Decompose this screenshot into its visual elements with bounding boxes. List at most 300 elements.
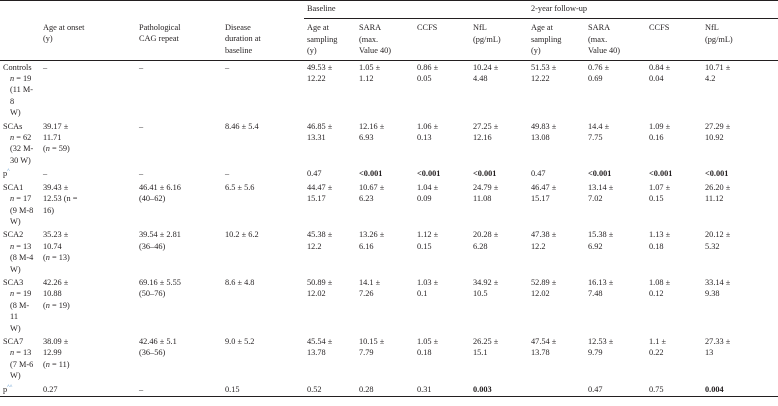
row-sublabel: n = 17 <box>10 194 32 204</box>
cell-line: 20.28 ± <box>473 230 499 240</box>
cell-duration <box>222 181 304 229</box>
cell-f-sara <box>585 181 646 229</box>
col-header-f-nfl <box>702 19 778 60</box>
cell-line: 6.28 <box>473 241 488 251</box>
cell-line: 12.22 <box>307 74 326 84</box>
cell-f-sara <box>585 276 646 335</box>
col-header-line: (pg/mL) <box>473 34 501 44</box>
cell-duration <box>222 276 304 335</box>
cell-line: (40–62) <box>139 194 166 204</box>
cell-b-nfl <box>470 276 528 335</box>
cell-line: 13 <box>705 348 714 358</box>
p-cell-f-sara <box>585 167 646 180</box>
cell-f-ccfs <box>646 120 702 168</box>
footnote-mark: ^ <box>7 168 10 175</box>
cell-line: 0.1 <box>417 289 428 299</box>
header-empty-cell <box>0 19 40 60</box>
col-header-line: Age at <box>307 23 329 33</box>
cell-line: 47.54 ± <box>531 336 557 346</box>
p-value: 0.31 <box>417 384 432 394</box>
cell-line: 1.05 ± <box>359 62 381 72</box>
cell-duration <box>222 228 304 276</box>
col-header-line: SARA <box>588 23 611 33</box>
col-header-line: (y) <box>307 46 317 56</box>
p-cell-b-sara <box>356 167 414 180</box>
col-header-line: (max. <box>588 34 608 44</box>
cell-line: 13.31 <box>307 133 326 143</box>
table-row <box>0 60 778 120</box>
col-header-line: (y) <box>43 34 53 44</box>
row-label: Controls <box>3 62 32 72</box>
col-header-f-age <box>528 19 585 60</box>
cell-line: 20.12 ± <box>705 230 731 240</box>
p-value: <0.001 <box>705 169 729 179</box>
cell-line: 51.53 ± <box>531 62 557 72</box>
p-value: 0.47 <box>531 169 546 179</box>
cell-line: 15.17 <box>531 194 550 204</box>
cell-b-nfl <box>470 228 528 276</box>
cell-line: 12.22 <box>531 74 550 84</box>
col-header-line: baseline <box>225 45 253 55</box>
cell-line: 50.89 ± <box>307 277 333 287</box>
cell-line: 1.12 <box>359 74 374 84</box>
cell-line: 9.0 ± 5.2 <box>225 336 255 346</box>
cell-line: 12.16 <box>473 133 492 143</box>
cell-b-sara <box>356 335 414 383</box>
cell-line: 13.78 <box>307 348 326 358</box>
cell-f-nfl <box>702 60 778 120</box>
cell-line: – <box>43 62 48 72</box>
p-value: 0.47 <box>307 169 322 179</box>
cell-line: 6.23 <box>359 194 374 204</box>
cell-line: 12.02 <box>307 289 326 299</box>
cell-b-age <box>304 228 356 276</box>
p-cell-cag <box>136 167 222 180</box>
col-header-line: Age at onset <box>43 22 85 32</box>
cell-line: 7.79 <box>359 348 374 358</box>
row-label: SCA1 <box>3 182 24 192</box>
cell-line: 14.4 ± <box>588 121 610 131</box>
cell-line: 24.79 ± <box>473 182 499 192</box>
col-header-line: (pg/mL) <box>705 34 733 44</box>
cell-f-sara <box>585 120 646 168</box>
cell-line: 12.2 <box>307 241 322 251</box>
cell-line: 1.09 ± <box>649 121 671 131</box>
cell-line: 27.33 ± <box>705 336 731 346</box>
cell-line: 0.09 <box>417 194 432 204</box>
table-row <box>0 120 778 168</box>
cell-line: 10.2 ± 6.2 <box>225 230 259 240</box>
cell-line: 12.2 <box>531 241 546 251</box>
cell-line: 9.38 <box>705 289 720 299</box>
cell-f-age <box>528 335 585 383</box>
cell-line: 6.92 <box>588 241 603 251</box>
cell-b-nfl <box>470 335 528 383</box>
cell-line: 10.88 <box>43 289 62 299</box>
col-header-b-sara <box>356 19 414 60</box>
cell-line: 1.05 ± <box>417 336 439 346</box>
cell-line: 42.26 ± <box>43 277 69 287</box>
cell-line: 49.83 ± <box>531 121 557 131</box>
col-header-line: Age at <box>531 23 553 33</box>
p-value: 0.003 <box>473 384 492 394</box>
cell-line: 12.99 <box>43 348 62 358</box>
p-cell-b-age <box>304 383 356 397</box>
cell-f-nfl <box>702 181 778 229</box>
cell-line: 12.16 ± <box>359 121 385 131</box>
p-value: 0.47 <box>588 384 603 394</box>
cell-line: 14.1 ± <box>359 277 381 287</box>
cell-line: 10.71 ± <box>705 62 731 72</box>
cell-f-age <box>528 181 585 229</box>
cell-line: 1.08 ± <box>649 277 671 287</box>
cell-line: 27.25 ± <box>473 121 499 131</box>
cell-f-age <box>528 60 585 120</box>
cell-line: 46.47 ± <box>531 182 557 192</box>
cell-line: 6.16 <box>359 241 374 251</box>
col-header-line: SARA <box>359 23 382 33</box>
row-sublabel: n = 13 <box>10 241 32 251</box>
cell-line: 10.92 <box>705 133 724 143</box>
cell-b-sara <box>356 120 414 168</box>
cell-b-age <box>304 181 356 229</box>
cell-line: – <box>139 62 144 72</box>
cell-f-sara <box>585 228 646 276</box>
cell-line: 0.15 <box>649 194 664 204</box>
cell-b-sara <box>356 60 414 120</box>
cell-line: 0.18 <box>649 241 664 251</box>
cell-line: 15.38 ± <box>588 230 614 240</box>
cell-line: 7.26 <box>359 289 374 299</box>
col-header-line: Disease <box>225 22 251 32</box>
cell-cag <box>136 120 222 168</box>
p-label-cell <box>0 383 40 397</box>
col-header-line: CAG repeat <box>139 34 179 44</box>
cell-line: 4.2 <box>705 74 716 84</box>
row-sublabel: (9 M-8 <box>10 205 34 215</box>
col-header-line: CCFS <box>649 23 670 33</box>
col-header-cag <box>136 19 222 60</box>
cell-b-ccfs <box>414 335 470 383</box>
cell-duration <box>222 335 304 383</box>
cell-b-sara <box>356 181 414 229</box>
cell-line: 12.53 (n = <box>43 194 78 204</box>
cell-line: – <box>225 62 230 72</box>
row-sublabel: (7 M-6 <box>10 359 34 369</box>
cell-b-ccfs <box>414 60 470 120</box>
row-label: SCA3 <box>3 277 24 287</box>
row-sublabel: W) <box>10 323 21 333</box>
col-header-b-nfl <box>470 19 528 60</box>
table-row <box>0 181 778 229</box>
cell-line: 38.09 ± <box>43 336 69 346</box>
p-cell-b-sara <box>356 383 414 397</box>
cell-line: 39.54 ± 2.81 <box>139 230 181 240</box>
cell-cag <box>136 276 222 335</box>
cell-b-nfl <box>470 181 528 229</box>
cell-f-nfl <box>702 120 778 168</box>
cell-line: 34.92 ± <box>473 277 499 287</box>
cell-line: (n = 19) <box>43 300 70 310</box>
row-sublabel: n = 13 <box>10 348 32 358</box>
column-header-row <box>0 19 778 60</box>
p-value: <0.001 <box>473 169 497 179</box>
cell-line: 47.38 ± <box>531 230 557 240</box>
row-label-cell <box>0 276 40 335</box>
cell-line: 11.12 <box>705 194 724 204</box>
cell-line: 45.38 ± <box>307 230 333 240</box>
p-label: p <box>3 384 8 394</box>
p-value-row <box>0 383 778 397</box>
cell-line: 7.48 <box>588 289 603 299</box>
row-sublabel: W) <box>10 264 21 274</box>
row-label: SCAs <box>3 121 23 131</box>
cell-line: 1.06 ± <box>417 121 439 131</box>
row-sublabel: (8 M-4 <box>10 253 34 263</box>
cell-b-nfl <box>470 120 528 168</box>
cell-line: 8.46 ± 5.4 <box>225 121 259 131</box>
cell-line: 0.22 <box>649 348 664 358</box>
cell-line: 16.13 ± <box>588 277 614 287</box>
cell-line: 9.79 <box>588 348 603 358</box>
p-value: 0.52 <box>307 384 322 394</box>
cell-line: 26.20 ± <box>705 182 731 192</box>
cell-b-age <box>304 60 356 120</box>
col-header-line: (max. <box>359 34 379 44</box>
row-sublabel: n = 19 <box>10 289 32 299</box>
p-cell-f-nfl <box>702 167 778 180</box>
cell-b-nfl <box>470 60 528 120</box>
cell-line: 6.5 ± 5.6 <box>225 182 255 192</box>
cell-f-nfl <box>702 335 778 383</box>
followup-group-header: 2-year follow-up <box>528 1 778 19</box>
col-header-line: duration at <box>225 34 261 44</box>
col-header-line: NfL <box>473 23 487 33</box>
p-cell-b-nfl <box>470 167 528 180</box>
footnote-mark: ^^ <box>7 383 13 390</box>
p-value: – <box>139 169 144 179</box>
p-cell-age-onset <box>40 167 136 180</box>
cell-b-ccfs <box>414 228 470 276</box>
cell-line: 1.07 ± <box>649 182 671 192</box>
col-header-line: Pathological <box>139 22 181 32</box>
row-label-cell <box>0 228 40 276</box>
p-cell-f-nfl <box>702 383 778 397</box>
cell-line: (36–56) <box>139 348 166 358</box>
cell-line: 8.6 ± 4.8 <box>225 277 255 287</box>
cell-line: 12.02 <box>531 289 550 299</box>
cell-line: 13.78 <box>531 348 550 358</box>
row-sublabel: (8 M-11 <box>10 300 30 322</box>
cell-age-onset <box>40 60 136 120</box>
cell-b-ccfs <box>414 276 470 335</box>
cell-age-onset <box>40 181 136 229</box>
cell-line: 0.16 <box>649 133 664 143</box>
col-header-line: Value 40) <box>359 46 392 56</box>
cell-line: 46.85 ± <box>307 121 333 131</box>
cell-age-onset <box>40 120 136 168</box>
cell-f-nfl <box>702 276 778 335</box>
cell-f-age <box>528 120 585 168</box>
cell-line: 13.14 ± <box>588 182 614 192</box>
cell-line: 69.16 ± 5.55 <box>139 277 181 287</box>
cell-line: 11.71 <box>43 133 62 143</box>
row-sublabel: W) <box>10 216 21 226</box>
cell-line: 0.86 ± <box>417 62 439 72</box>
cell-line: (n = 59) <box>43 144 70 154</box>
cell-line: 1.04 ± <box>417 182 439 192</box>
cell-line: 6.93 <box>359 133 374 143</box>
cell-age-onset <box>40 335 136 383</box>
cell-line: 26.25 ± <box>473 336 499 346</box>
cell-line: 44.47 ± <box>307 182 333 192</box>
cell-b-age <box>304 335 356 383</box>
p-value: 0.28 <box>359 384 374 394</box>
p-value-row <box>0 167 778 180</box>
p-value: <0.001 <box>588 169 612 179</box>
col-header-f-ccfs <box>646 19 702 60</box>
cell-line: 1.03 ± <box>417 277 439 287</box>
cell-duration <box>222 120 304 168</box>
cell-line: 46.41 ± 6.16 <box>139 182 181 192</box>
col-header-line: sampling <box>531 34 562 44</box>
col-header-line: CCFS <box>417 23 438 33</box>
cell-line: 0.76 ± <box>588 62 610 72</box>
cell-f-ccfs <box>646 335 702 383</box>
p-cell-b-nfl <box>470 383 528 397</box>
p-value: 0.004 <box>705 384 724 394</box>
cell-age-onset <box>40 228 136 276</box>
p-cell-b-age <box>304 167 356 180</box>
cell-line: 42.46 ± 5.1 <box>139 336 177 346</box>
cell-line: 1.13 ± <box>649 230 671 240</box>
cell-line: 0.04 <box>649 74 664 84</box>
p-cell-b-ccfs <box>414 383 470 397</box>
p-cell-f-sara <box>585 383 646 397</box>
table-row <box>0 228 778 276</box>
cell-f-ccfs <box>646 60 702 120</box>
p-cell-age-onset <box>40 383 136 397</box>
row-sublabel: n = 19 <box>10 74 32 84</box>
cell-line: 0.12 <box>649 289 664 299</box>
row-label: SCA7 <box>3 336 24 346</box>
cell-line: 7.02 <box>588 194 603 204</box>
p-value: – <box>139 384 144 394</box>
cell-line: 12.53 ± <box>588 336 614 346</box>
cell-line: (n = 11) <box>43 359 70 369</box>
cell-cag <box>136 335 222 383</box>
cell-line: 13.08 <box>531 133 550 143</box>
cell-line: 27.29 ± <box>705 121 731 131</box>
baseline-group-header: Baseline <box>304 1 528 19</box>
cell-line: 35.23 ± <box>43 230 69 240</box>
table-row <box>0 276 778 335</box>
p-cell-f-age <box>528 383 585 397</box>
p-cell-f-ccfs <box>646 167 702 180</box>
cell-f-age <box>528 228 585 276</box>
cell-age-onset <box>40 276 136 335</box>
row-sublabel: W) <box>10 371 21 381</box>
cell-line: 33.14 ± <box>705 277 731 287</box>
cell-line: (n = 13) <box>43 253 70 263</box>
cell-line: 0.84 ± <box>649 62 671 72</box>
cell-line: 39.43 ± <box>43 182 69 192</box>
cell-line: 0.18 <box>417 348 432 358</box>
row-sublabel: W) <box>10 108 21 118</box>
cell-line: 45.54 ± <box>307 336 333 346</box>
cell-line: 1.12 ± <box>417 230 439 240</box>
cell-b-sara <box>356 228 414 276</box>
col-header-line: Value 40) <box>588 46 621 56</box>
p-cell-f-ccfs <box>646 383 702 397</box>
cell-duration <box>222 60 304 120</box>
p-cell-b-ccfs <box>414 167 470 180</box>
col-header-b-age <box>304 19 356 60</box>
col-header-line: NfL <box>705 23 719 33</box>
p-value: <0.001 <box>417 169 441 179</box>
cell-cag <box>136 181 222 229</box>
cell-line: 5.32 <box>705 241 720 251</box>
p-value: <0.001 <box>359 169 383 179</box>
cell-line: 10.24 ± <box>473 62 499 72</box>
cell-f-sara <box>585 60 646 120</box>
row-sublabel: (11 M-8 <box>10 85 33 106</box>
cell-line: 10.74 <box>43 241 62 251</box>
cell-line: 0.05 <box>417 74 432 84</box>
p-label: p <box>3 169 8 179</box>
cell-line: 39.17 ± <box>43 121 69 131</box>
cell-line: (36–46) <box>139 241 166 251</box>
row-sublabel: (32 M- <box>10 144 34 154</box>
col-header-line: (y) <box>531 46 541 56</box>
col-header-line: sampling <box>307 34 338 44</box>
p-value: 0.15 <box>225 384 240 394</box>
cell-cag <box>136 60 222 120</box>
cell-f-ccfs <box>646 276 702 335</box>
row-label: SCA2 <box>3 230 24 240</box>
col-header-age-onset <box>40 19 136 60</box>
cell-line: 13.26 ± <box>359 230 385 240</box>
col-header-f-sara <box>585 19 646 60</box>
cell-line: 15.17 <box>307 194 326 204</box>
cell-line: 52.89 ± <box>531 277 557 287</box>
cell-f-nfl <box>702 228 778 276</box>
cell-b-age <box>304 276 356 335</box>
cell-line: 0.15 <box>417 241 432 251</box>
cell-f-ccfs <box>646 228 702 276</box>
cell-cag <box>136 228 222 276</box>
row-label-cell <box>0 120 40 168</box>
row-label-cell <box>0 60 40 120</box>
cell-line: 15.1 <box>473 348 488 358</box>
row-label-cell <box>0 181 40 229</box>
group-header-row <box>0 1 778 19</box>
row-sublabel: 30 W) <box>10 155 31 165</box>
p-cell-cag <box>136 383 222 397</box>
p-value: 0.75 <box>649 384 664 394</box>
cell-line: 11.08 <box>473 194 492 204</box>
cell-line: 10.5 <box>473 289 488 299</box>
cell-line: (50–76) <box>139 289 166 299</box>
col-header-b-ccfs <box>414 19 470 60</box>
p-cell-duration <box>222 167 304 180</box>
cell-line: 10.15 ± <box>359 336 385 346</box>
cell-line: 16) <box>43 205 55 215</box>
cell-line: – <box>139 121 144 131</box>
cell-line: 0.69 <box>588 74 603 84</box>
cell-f-ccfs <box>646 181 702 229</box>
col-header-duration <box>222 19 304 60</box>
